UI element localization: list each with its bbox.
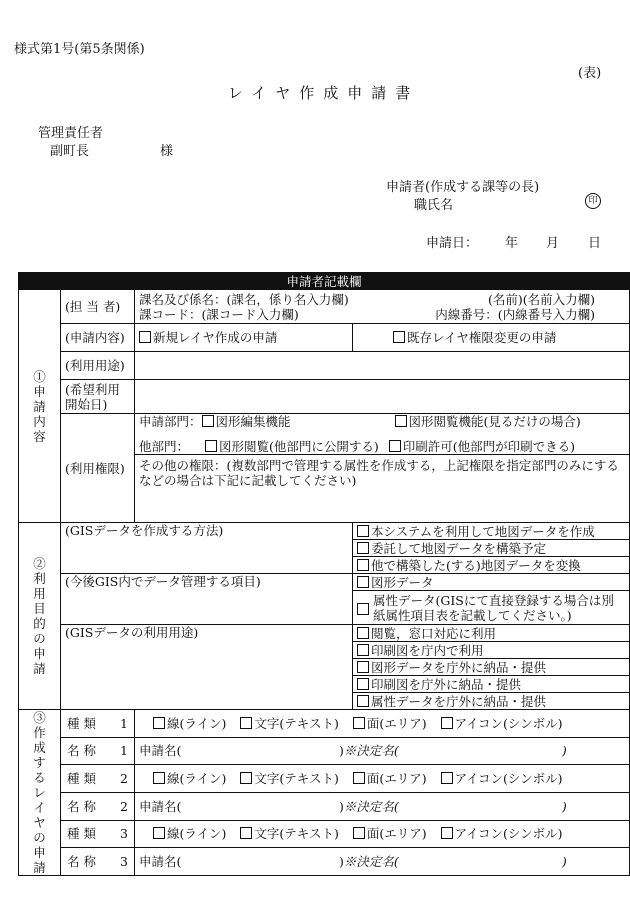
manage-option-shape[interactable]: 図形データ <box>353 574 630 591</box>
checkbox-icon[interactable] <box>240 717 252 729</box>
layer-name-field-1[interactable]: 申請名( )※決定名( ) <box>135 737 630 765</box>
manage-option-attr[interactable]: 属性データ(GISにて直接登録する場合は別紙属性項目表を記載してください。) <box>353 591 630 625</box>
perm-other-view[interactable]: 図形閲覧(他部門に公開する) <box>205 439 379 454</box>
checkbox-icon[interactable] <box>153 827 165 839</box>
checkbox-icon[interactable] <box>441 717 453 729</box>
layer-name-field-3[interactable]: 申請名( )※決定名( ) <box>135 848 630 876</box>
type-options-3[interactable]: 線(ライン) 文字(テキスト) 面(エリア) アイコン(シンボル) <box>135 820 630 848</box>
checkbox-icon[interactable] <box>153 772 165 784</box>
type-options-2[interactable]: 線(ライン) 文字(テキスト) 面(エリア) アイコン(シンボル) <box>135 765 630 793</box>
perm-other-print[interactable]: 印刷許可(他部門が印刷できる) <box>389 439 575 454</box>
content-label: (申請内容) <box>61 324 135 352</box>
type-label-2: 種 類 2 <box>61 765 135 793</box>
layer-name-field-2[interactable]: 申請名( )※決定名( ) <box>135 792 630 820</box>
purpose-label: (利用用途) <box>61 352 135 380</box>
purpose-field[interactable] <box>135 352 630 380</box>
start-date-field[interactable] <box>135 380 630 414</box>
checkbox-icon[interactable] <box>240 772 252 784</box>
usage-option-3[interactable]: 図形データを庁外に納品・提供 <box>353 659 630 676</box>
tanto-field[interactable] <box>135 290 630 324</box>
usage-option-2[interactable]: 印刷図を庁内で利用 <box>353 642 630 659</box>
usage-label: (GISデータの利用用途) <box>61 625 353 710</box>
tanto-line2: 課コード：(課コード入力欄) <box>139 306 299 322</box>
checkbox-icon[interactable] <box>395 415 407 427</box>
addressee-honorific: 様 <box>160 144 174 159</box>
checkbox-icon[interactable] <box>357 644 369 656</box>
checkbox-icon[interactable] <box>357 661 369 673</box>
checkbox-icon[interactable] <box>357 559 369 571</box>
checkbox-icon[interactable] <box>357 542 369 554</box>
checkbox-icon[interactable] <box>205 440 217 452</box>
type-label-3: 種 類 3 <box>61 820 135 848</box>
checkbox-icon[interactable] <box>393 331 405 343</box>
method-option-1[interactable]: 本システムを利用して地図データを作成 <box>353 523 630 540</box>
form-title: レイヤ作成申請書 <box>228 84 420 102</box>
seal-mark: 印 <box>585 193 601 209</box>
checkbox-icon[interactable] <box>153 717 165 729</box>
checkbox-icon[interactable] <box>353 717 365 729</box>
section1-label: ①申請内容 <box>19 290 61 523</box>
tanto-line1: 課名及び係名：(課名，係り名入力欄) <box>139 291 349 307</box>
start-date-label: (希望利用開始日) <box>61 380 135 414</box>
name-label-3: 名 称 3 <box>61 848 135 876</box>
method-option-2[interactable]: 委託して地図データを構築予定 <box>353 540 630 557</box>
section3-label: ③作成するレイヤの申請 <box>19 710 61 876</box>
content-option-new[interactable]: 新規レイヤ作成の申請 <box>135 324 353 352</box>
checkbox-icon[interactable] <box>441 772 453 784</box>
date-label: 申請日： <box>426 236 479 251</box>
checkbox-icon[interactable] <box>240 827 252 839</box>
addressee-title: 管理責任者 <box>38 126 104 141</box>
section2-label: ②利用目的の申請 <box>19 523 61 710</box>
form-side: (表) <box>578 66 602 81</box>
content-option-change[interactable]: 既存レイヤ権限変更の申請 <box>353 324 630 352</box>
checkbox-icon[interactable] <box>139 331 151 343</box>
form-number: 様式第1号(第5条関係) <box>14 42 145 57</box>
manage-label: (今後GIS内でデータ管理する項目) <box>61 574 353 625</box>
method-label: (GISデータを作成する方法) <box>61 523 353 574</box>
usage-option-1[interactable]: 閲覧，窓口対応に利用 <box>353 625 630 642</box>
date-month: 月 <box>546 236 560 251</box>
permission-label: (利用権限) <box>61 414 135 523</box>
checkbox-icon[interactable] <box>357 525 369 537</box>
perm-dept-edit[interactable]: 図形編集機能 <box>202 414 291 429</box>
permission-dept-row: 申請部門： 図形編集機能 図形閲覧機能(見るだけの場合) 他部門： 図形閲覧(他部門に公開する) 印刷許可(他部門が印刷できる) <box>135 414 630 455</box>
checkbox-icon[interactable] <box>357 627 369 639</box>
checkbox-icon[interactable] <box>353 827 365 839</box>
application-table <box>18 272 630 876</box>
addressee-position: 副町長 <box>50 144 90 159</box>
usage-option-5[interactable]: 属性データを庁外に納品・提供 <box>353 693 630 710</box>
checkbox-icon[interactable] <box>389 440 401 452</box>
tanto-label: (担 当 者) <box>61 290 135 324</box>
tanto-ext: 内線番号：(内線番号入力欄) <box>435 306 596 322</box>
section-header: 申請者記載欄 <box>19 273 630 290</box>
checkbox-icon[interactable] <box>357 576 369 588</box>
permission-note[interactable]: その他の権限：(複数部門で管理する属性を作成する，上記権限を指定部門のみにするなどの場合は下記に記載してください) <box>135 455 630 523</box>
perm-dept-view[interactable]: 図形閲覧機能(見るだけの場合) <box>395 414 581 429</box>
tanto-name: (名前)(名前入力欄) <box>488 291 596 307</box>
method-option-3[interactable]: 他で構築した(する)地図データを変換 <box>353 557 630 574</box>
checkbox-icon[interactable] <box>357 678 369 690</box>
date-day: 日 <box>588 236 602 251</box>
usage-option-4[interactable]: 印刷図を庁外に納品・提供 <box>353 676 630 693</box>
checkbox-icon[interactable] <box>441 827 453 839</box>
name-label-1: 名 称 1 <box>61 737 135 765</box>
type-label-1: 種 類 1 <box>61 710 135 738</box>
checkbox-icon[interactable] <box>357 603 369 615</box>
date-year: 年 <box>505 236 519 251</box>
type-options-1[interactable]: 線(ライン) 文字(テキスト) 面(エリア) アイコン(シンボル) <box>135 710 630 738</box>
checkbox-icon[interactable] <box>357 695 369 707</box>
checkbox-icon[interactable] <box>353 772 365 784</box>
name-label-2: 名 称 2 <box>61 792 135 820</box>
checkbox-icon[interactable] <box>202 415 214 427</box>
applicant-name-label: 職氏名 <box>414 198 454 213</box>
applicant-label: 申請者(作成する課等の長) <box>386 180 540 195</box>
